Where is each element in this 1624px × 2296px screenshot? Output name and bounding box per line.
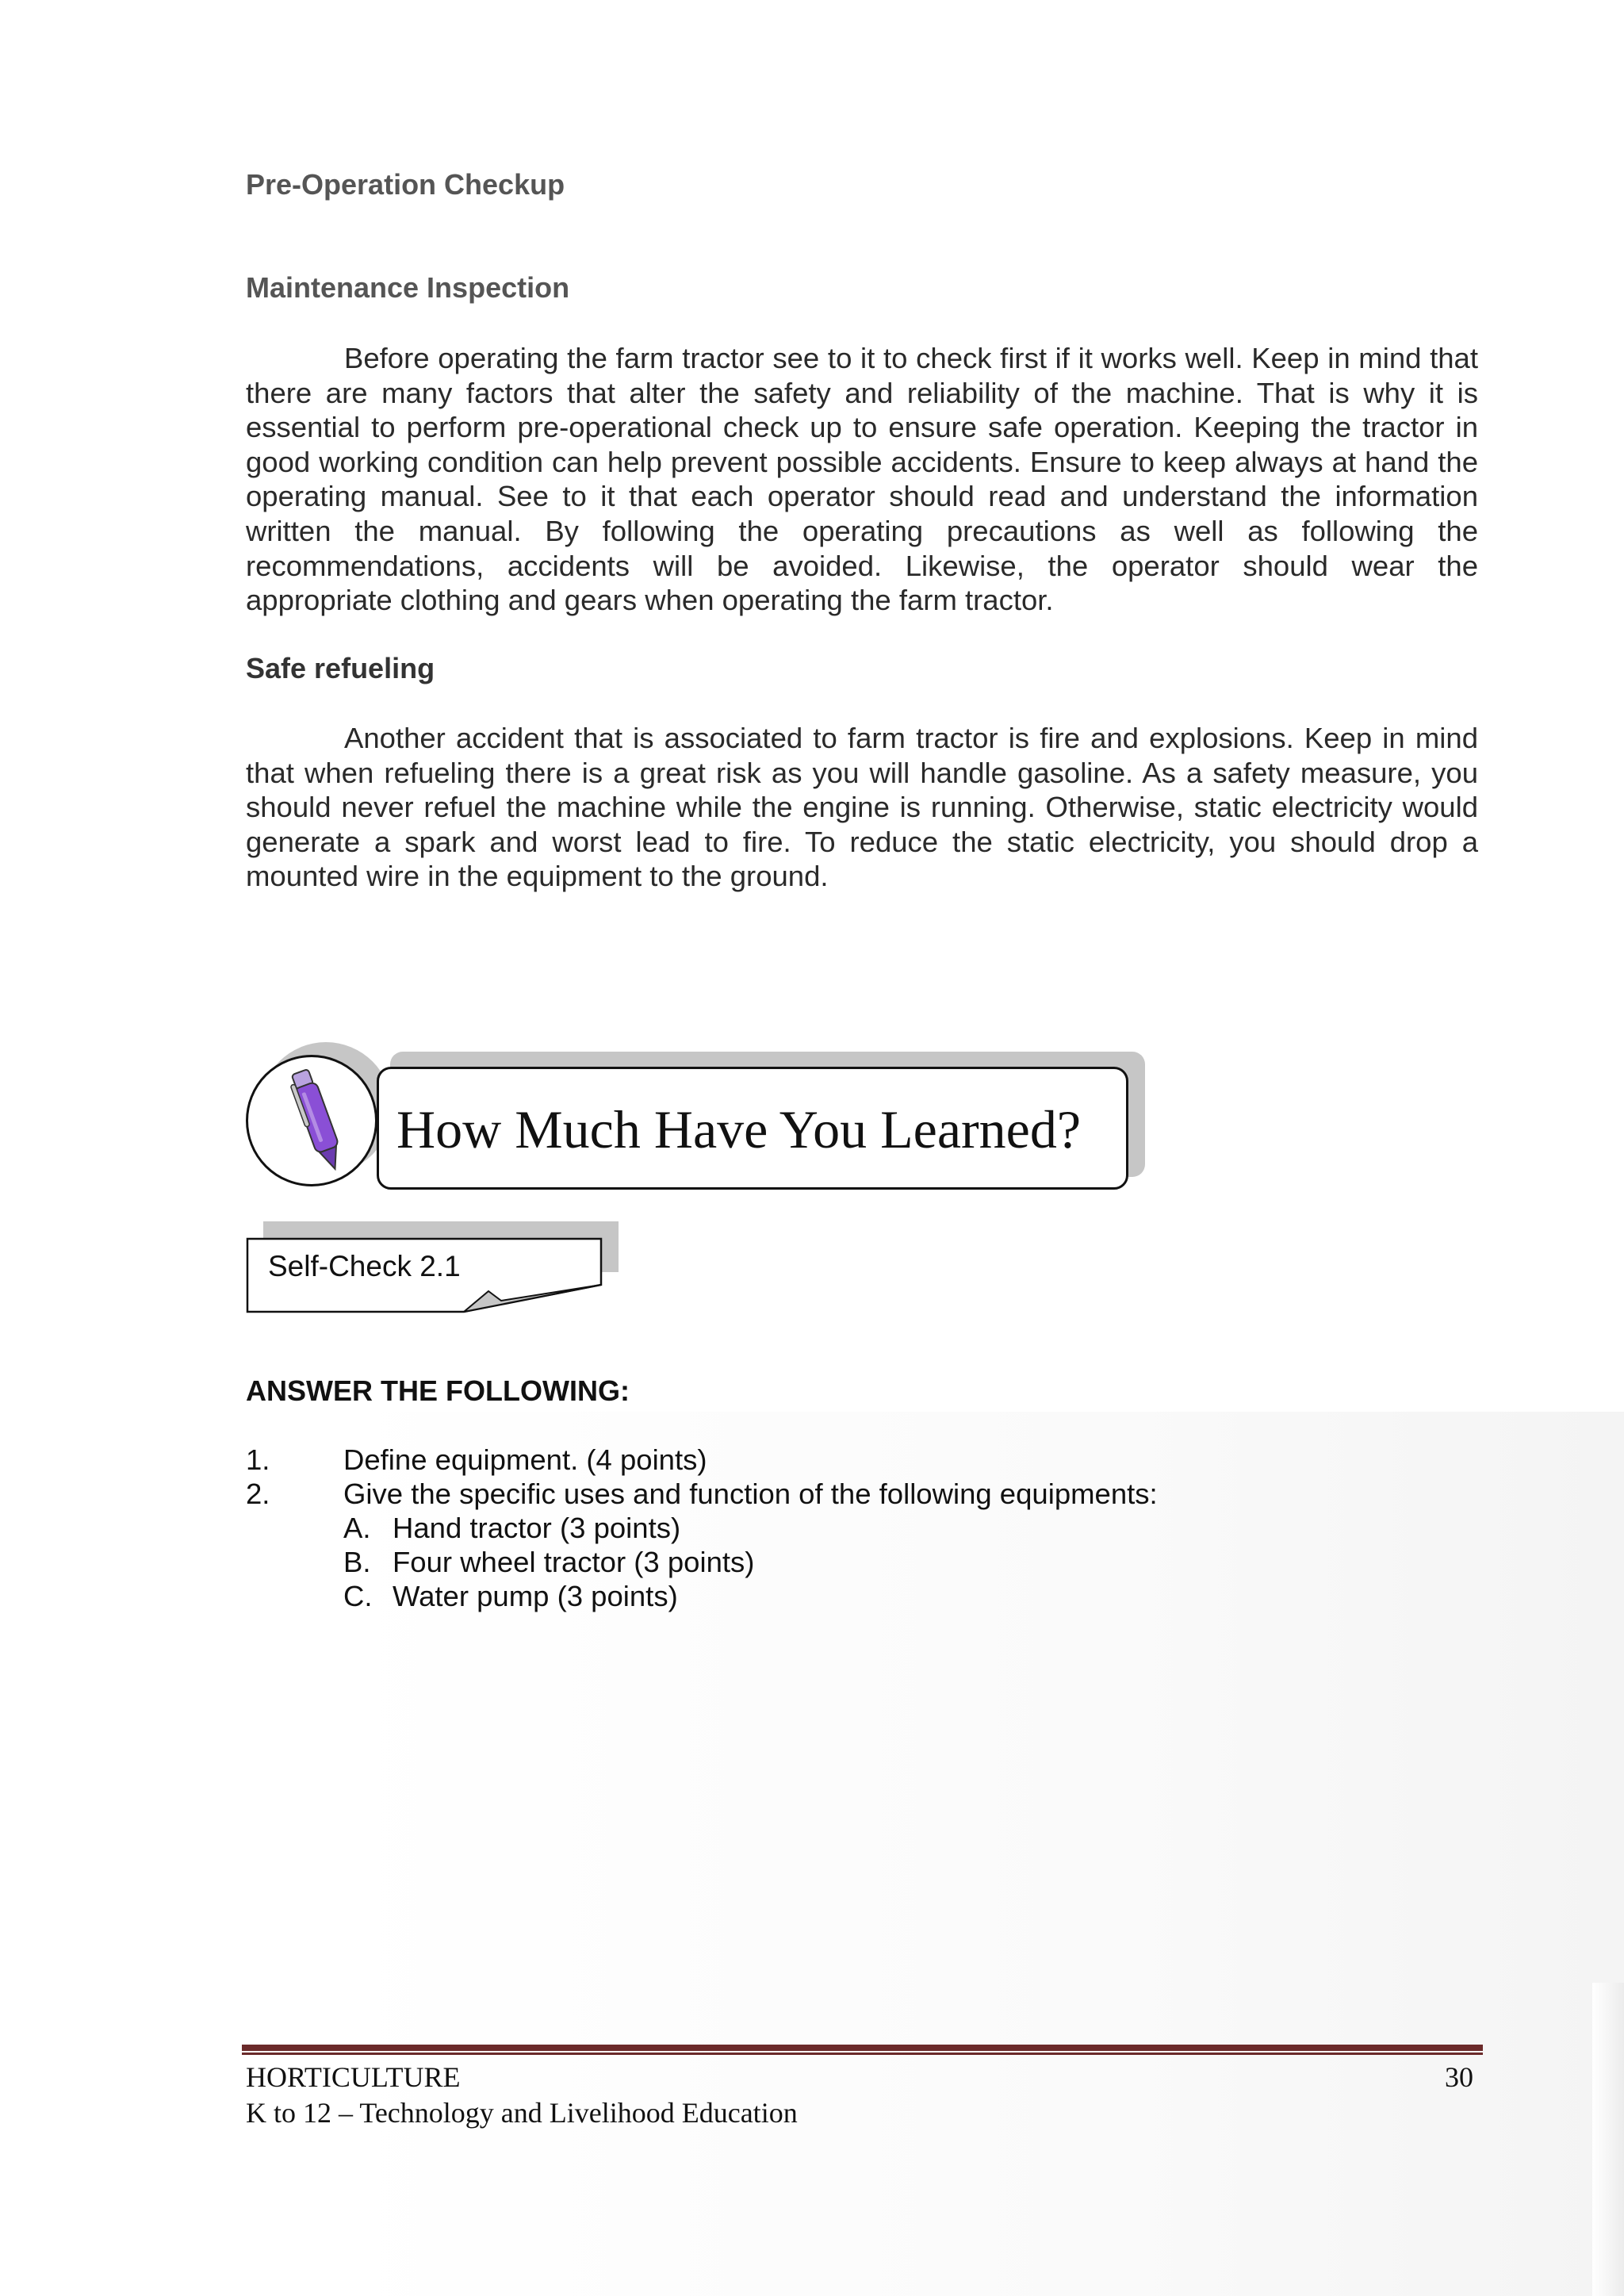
footer-subject: HORTICULTURE: [246, 2061, 461, 2093]
banner-title: How Much Have You Learned?: [396, 1099, 1082, 1159]
paragraph-refueling: Another accident that is associated to farm tractor is fire and explosions. Keep in mind that when refueling there is a great risk as you will handle gasoline. As a safety measure, you should never refuel the machine while the engine is running. Otherwise, static electricity would generate a spark and worst lead to fire. To reduce the static electricity, you should drop a mounted wire in the equipment to the ground.: [246, 722, 1478, 893]
heading-pre-operation: Pre-Operation Checkup: [246, 168, 565, 201]
instructions-heading: ANSWER THE FOLLOWING:: [246, 1374, 630, 1407]
sub-item-letter: A.: [343, 1512, 371, 1544]
sub-item-text: Water pump (3 points): [393, 1580, 678, 1612]
paragraph-maintenance: Before operating the farm tractor see to it to check first if it works well. Keep in mind that there are many factors that alter the safety and reliability of the machine. That is why it is essential to perform pre-operational check up to ensure safe operation. Keeping the tractor in good working condition can help prevent possible accidents. Ensure to keep always at hand the operating manual. See to it that each operator should read and understand the information written the manual. By following the operating precautions as well as following the recommendations, accidents will be avoided. Likewise, the operator should wear the appropriate clothing and gears when operating the farm tractor.: [246, 342, 1478, 617]
question-text: Define equipment. (4 points): [343, 1443, 707, 1476]
footer-rule-thin: [242, 2053, 1483, 2055]
sub-item-text: Four wheel tractor (3 points): [393, 1546, 755, 1578]
question-number: 2.: [246, 1478, 270, 1510]
heading-maintenance-inspection: Maintenance Inspection: [246, 271, 570, 304]
page-edge-shading: [1592, 1983, 1624, 2296]
heading-safe-refueling: Safe refueling: [246, 652, 435, 684]
sub-item-text: Hand tractor (3 points): [393, 1512, 681, 1544]
question-number: 1.: [246, 1443, 270, 1476]
footer-program: K to 12 – Technology and Livelihood Education: [246, 2097, 798, 2129]
sub-item-letter: B.: [343, 1546, 371, 1578]
footer-rule: [242, 2045, 1483, 2051]
self-check-label: Self-Check 2.1: [268, 1250, 461, 1282]
pen-icon: [270, 1063, 365, 1182]
question-text: Give the specific uses and function of the following equipments:: [343, 1478, 1158, 1510]
page-number: 30: [1445, 2061, 1473, 2093]
sub-item-letter: C.: [343, 1580, 373, 1612]
